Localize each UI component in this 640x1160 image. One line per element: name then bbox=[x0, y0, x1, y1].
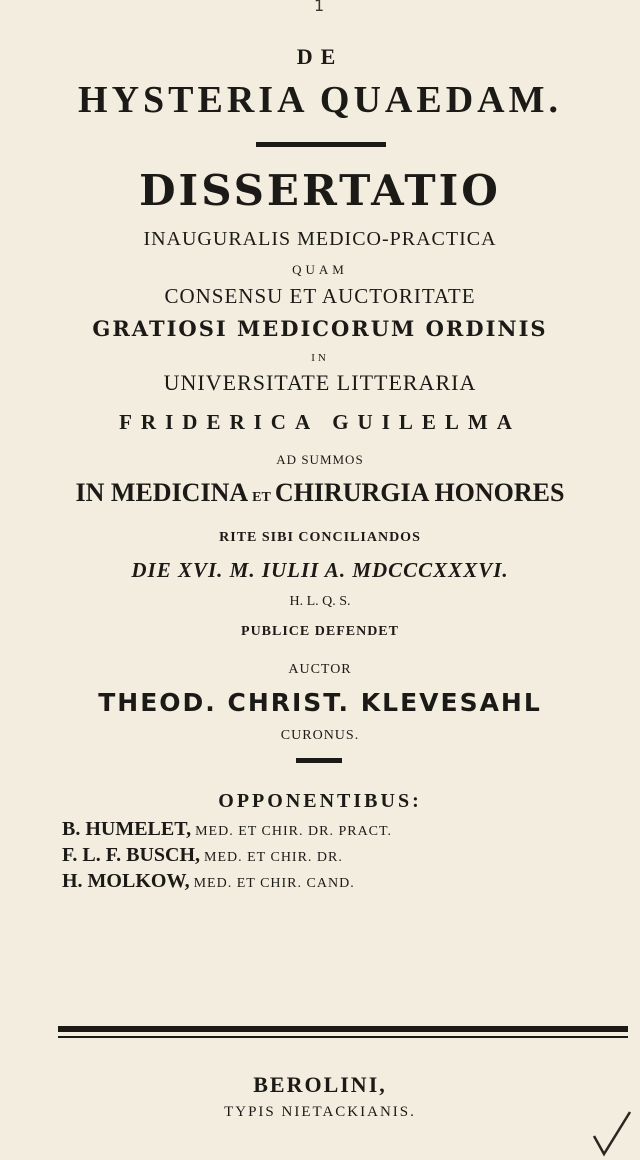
ad-summos-line: AD SUMMOS bbox=[276, 452, 364, 467]
hlqs-line: H. L. Q. S. bbox=[289, 594, 351, 609]
preposition: DE bbox=[296, 44, 344, 69]
honores-part-1: IN MEDICINA bbox=[75, 478, 249, 507]
opponent-title: MED. ET CHIR. DR. bbox=[204, 850, 343, 865]
gratiosi-line: GRATIOSI MEDICORUM ORDINIS bbox=[92, 316, 548, 341]
opponent-name: H. MOLKOW, bbox=[62, 870, 190, 892]
honores-line bbox=[0, 478, 640, 508]
opponent-line bbox=[62, 870, 355, 893]
opponents-rule bbox=[296, 758, 342, 763]
main-title: HYSTERIA QUAEDAM. bbox=[78, 79, 562, 121]
doc-type: DISSERTATIO bbox=[139, 166, 501, 215]
consensu-line: CONSENSU ET AUCTORITATE bbox=[164, 284, 476, 308]
printer-line: TYPIS NIETACKIANIS. bbox=[224, 1104, 416, 1120]
in-line: IN bbox=[311, 352, 329, 364]
quam-line: QUAM bbox=[292, 262, 348, 277]
opponents-heading: OPPONENTIBUS: bbox=[218, 790, 422, 812]
honores-et: ET bbox=[252, 490, 271, 505]
pencil-mark bbox=[590, 1106, 636, 1158]
subtitle: INAUGURALIS MEDICO-PRACTICA bbox=[143, 228, 497, 250]
opponent-line bbox=[62, 818, 392, 841]
opponent-title: MED. ET CHIR. CAND. bbox=[193, 876, 355, 891]
bottom-rule bbox=[58, 1026, 628, 1032]
honores-part-2: CHIRURGIA HONORES bbox=[274, 478, 565, 507]
city-line: BEROLINI, bbox=[253, 1072, 387, 1097]
bottom-rule-thin bbox=[58, 1036, 628, 1038]
opponent-line bbox=[62, 844, 343, 867]
date-line: DIE XVI. M. IULII A. MDCCCXXXVI. bbox=[131, 558, 509, 582]
opponent-name: F. L. F. BUSCH, bbox=[62, 844, 201, 866]
publice-line: PUBLICE DEFENDET bbox=[241, 624, 399, 639]
author-name: THEOD. CHRIST. KLEVESAHL bbox=[98, 688, 542, 717]
universitate-line: UNIVERSITATE LITTERARIA bbox=[163, 370, 477, 395]
page-top-mark: 1 bbox=[314, 0, 325, 15]
auctor-label: AUCTOR bbox=[288, 662, 352, 677]
friderica-line: FRIDERICA GUILELMA bbox=[119, 410, 521, 434]
origin-line: CURONUS. bbox=[280, 728, 360, 743]
title-rule bbox=[256, 142, 386, 147]
rite-line: RITE SIBI CONCILIANDOS bbox=[219, 530, 421, 545]
opponent-title: MED. ET CHIR. DR. PRACT. bbox=[195, 824, 393, 839]
opponent-name: B. HUMELET, bbox=[62, 818, 192, 840]
